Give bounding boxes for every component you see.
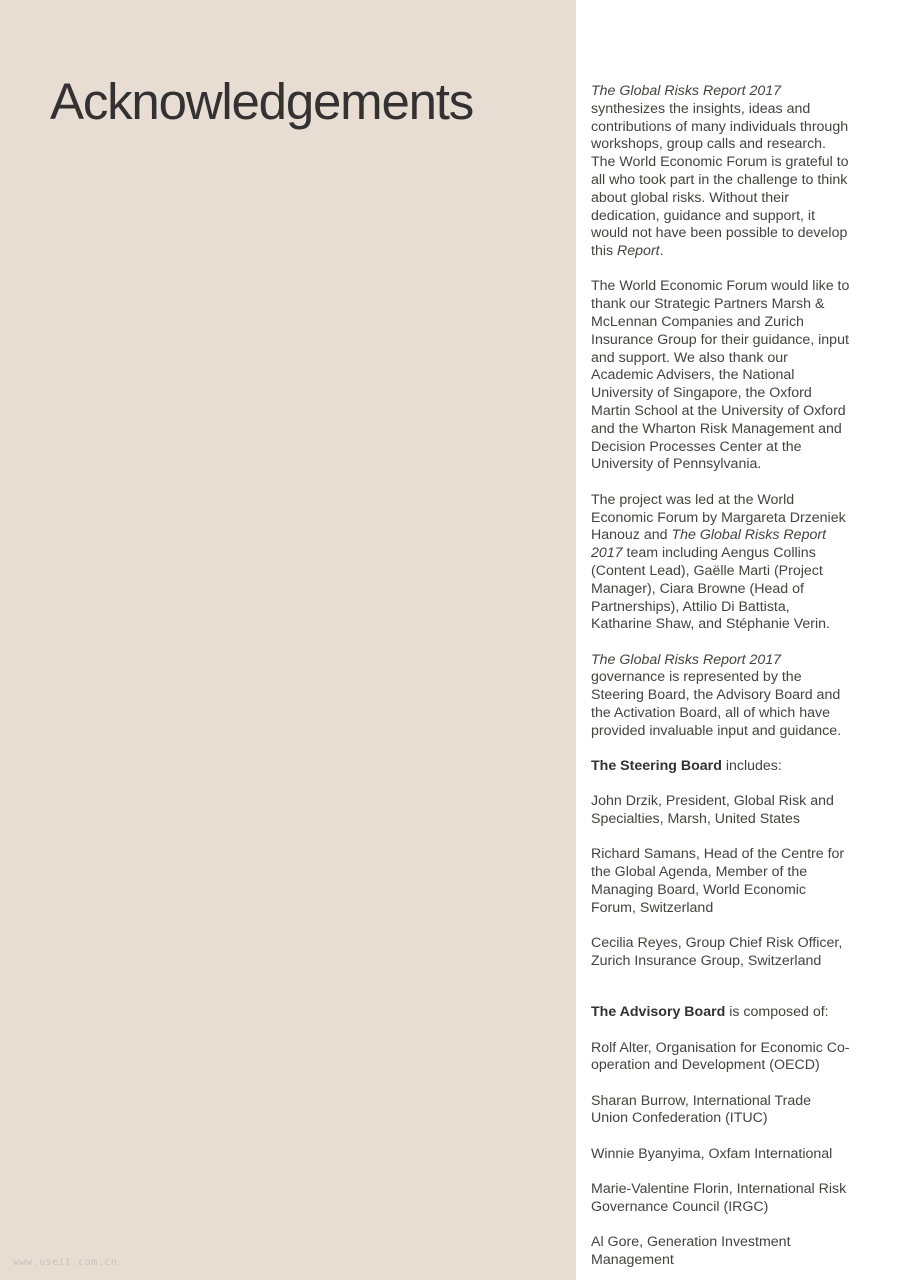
board-member: Richard Samans, Head of the Centre for the Global Agenda, Member of the Managing Board, World Economic Forum, Switzerland: [591, 846, 845, 916]
paragraph-text: The project was led at the World Economic Forum by Margareta Drzeniek Hanouz and: [591, 491, 846, 544]
paragraph-text: The World Economic Forum would like to thank our Strategic Partners Marsh & McLennan Companies and Zurich Insurance Group for their guidance, input and support. We also thank our Academic Advisers, the National University of Singapore, the Oxford Martin School at the University of Oxford and the Wharton Risk Management and Decision Processes Center at the University of Pennsylvania.: [591, 278, 850, 473]
paragraph-text: The Global Risks Report 2017: [591, 83, 782, 99]
steering-board-heading-rest: includes:: [721, 758, 782, 775]
paragraph-text: The Global Risks Report 2017: [591, 527, 827, 562]
steering-board-heading: [591, 758, 851, 776]
paragraph-text: The Global Risks Report 2017: [591, 651, 782, 668]
board-member: Cecilia Reyes, Group Chief Risk Officer, Zurich Insurance Group, Switzerland: [591, 935, 843, 969]
advisory-board-heading-rest: is composed of:: [725, 1004, 829, 1021]
watermark: www.useit.com.cn: [13, 1257, 118, 1268]
board-member: Sharan Burrow, International Trade Union Confederation (ITUC): [591, 1092, 812, 1127]
board-member: Winnie Byanyima, Oxfam International: [591, 1145, 833, 1162]
acknowledgements-text: [591, 83, 851, 1287]
board-member: John Drzik, President, Global Risk and Specialties, Marsh, United States: [591, 793, 834, 828]
advisory-board-heading-bold: The Advisory Board: [591, 1004, 726, 1021]
paragraph-text: governance is represented by the Steering Board, the Advisory Board and the Activation Board, all of which have provided invaluable input and guidance.: [591, 669, 842, 739]
board-member: Rolf Alter, Organisation for Economic Co-operation and Development (OECD): [591, 1039, 850, 1074]
page-title: Acknowledgements: [50, 73, 474, 130]
advisory-board-list: [591, 1040, 851, 1270]
steering-board-list: [591, 793, 851, 970]
paragraph-1: [591, 83, 851, 261]
paragraph-text: team including Aengus Collins (Content Lead), Gaëlle Marti (Project Manager), Ciara Browne (Head of Partnerships), Attilio Di Battista, Katharine Shaw, and Stéphanie Verin.: [591, 545, 830, 633]
board-member: Marie-Valentine Florin, International Risk Governance Council (IRGC): [591, 1181, 847, 1215]
advisory-board-heading: [591, 1004, 851, 1022]
paragraph-text: .: [659, 243, 664, 260]
paragraph-text: Report: [617, 243, 660, 260]
paragraph-3: [591, 492, 851, 634]
paragraph-text: synthesizes the insights, ideas and contributions of many individuals through workshops, group calls and research. The World Economic Forum is grateful to all who took part in the challenge to think about global risks. Without their dedication, guidance and support, it would not have been possible to develop this: [591, 100, 849, 260]
paragraph-4: [591, 652, 851, 741]
board-member: Al Gore, Generation Investment Management: [591, 1234, 791, 1268]
steering-board-heading-bold: The Steering Board: [591, 758, 722, 775]
intro-paragraphs: [591, 83, 851, 741]
paragraph-2: [591, 278, 851, 474]
